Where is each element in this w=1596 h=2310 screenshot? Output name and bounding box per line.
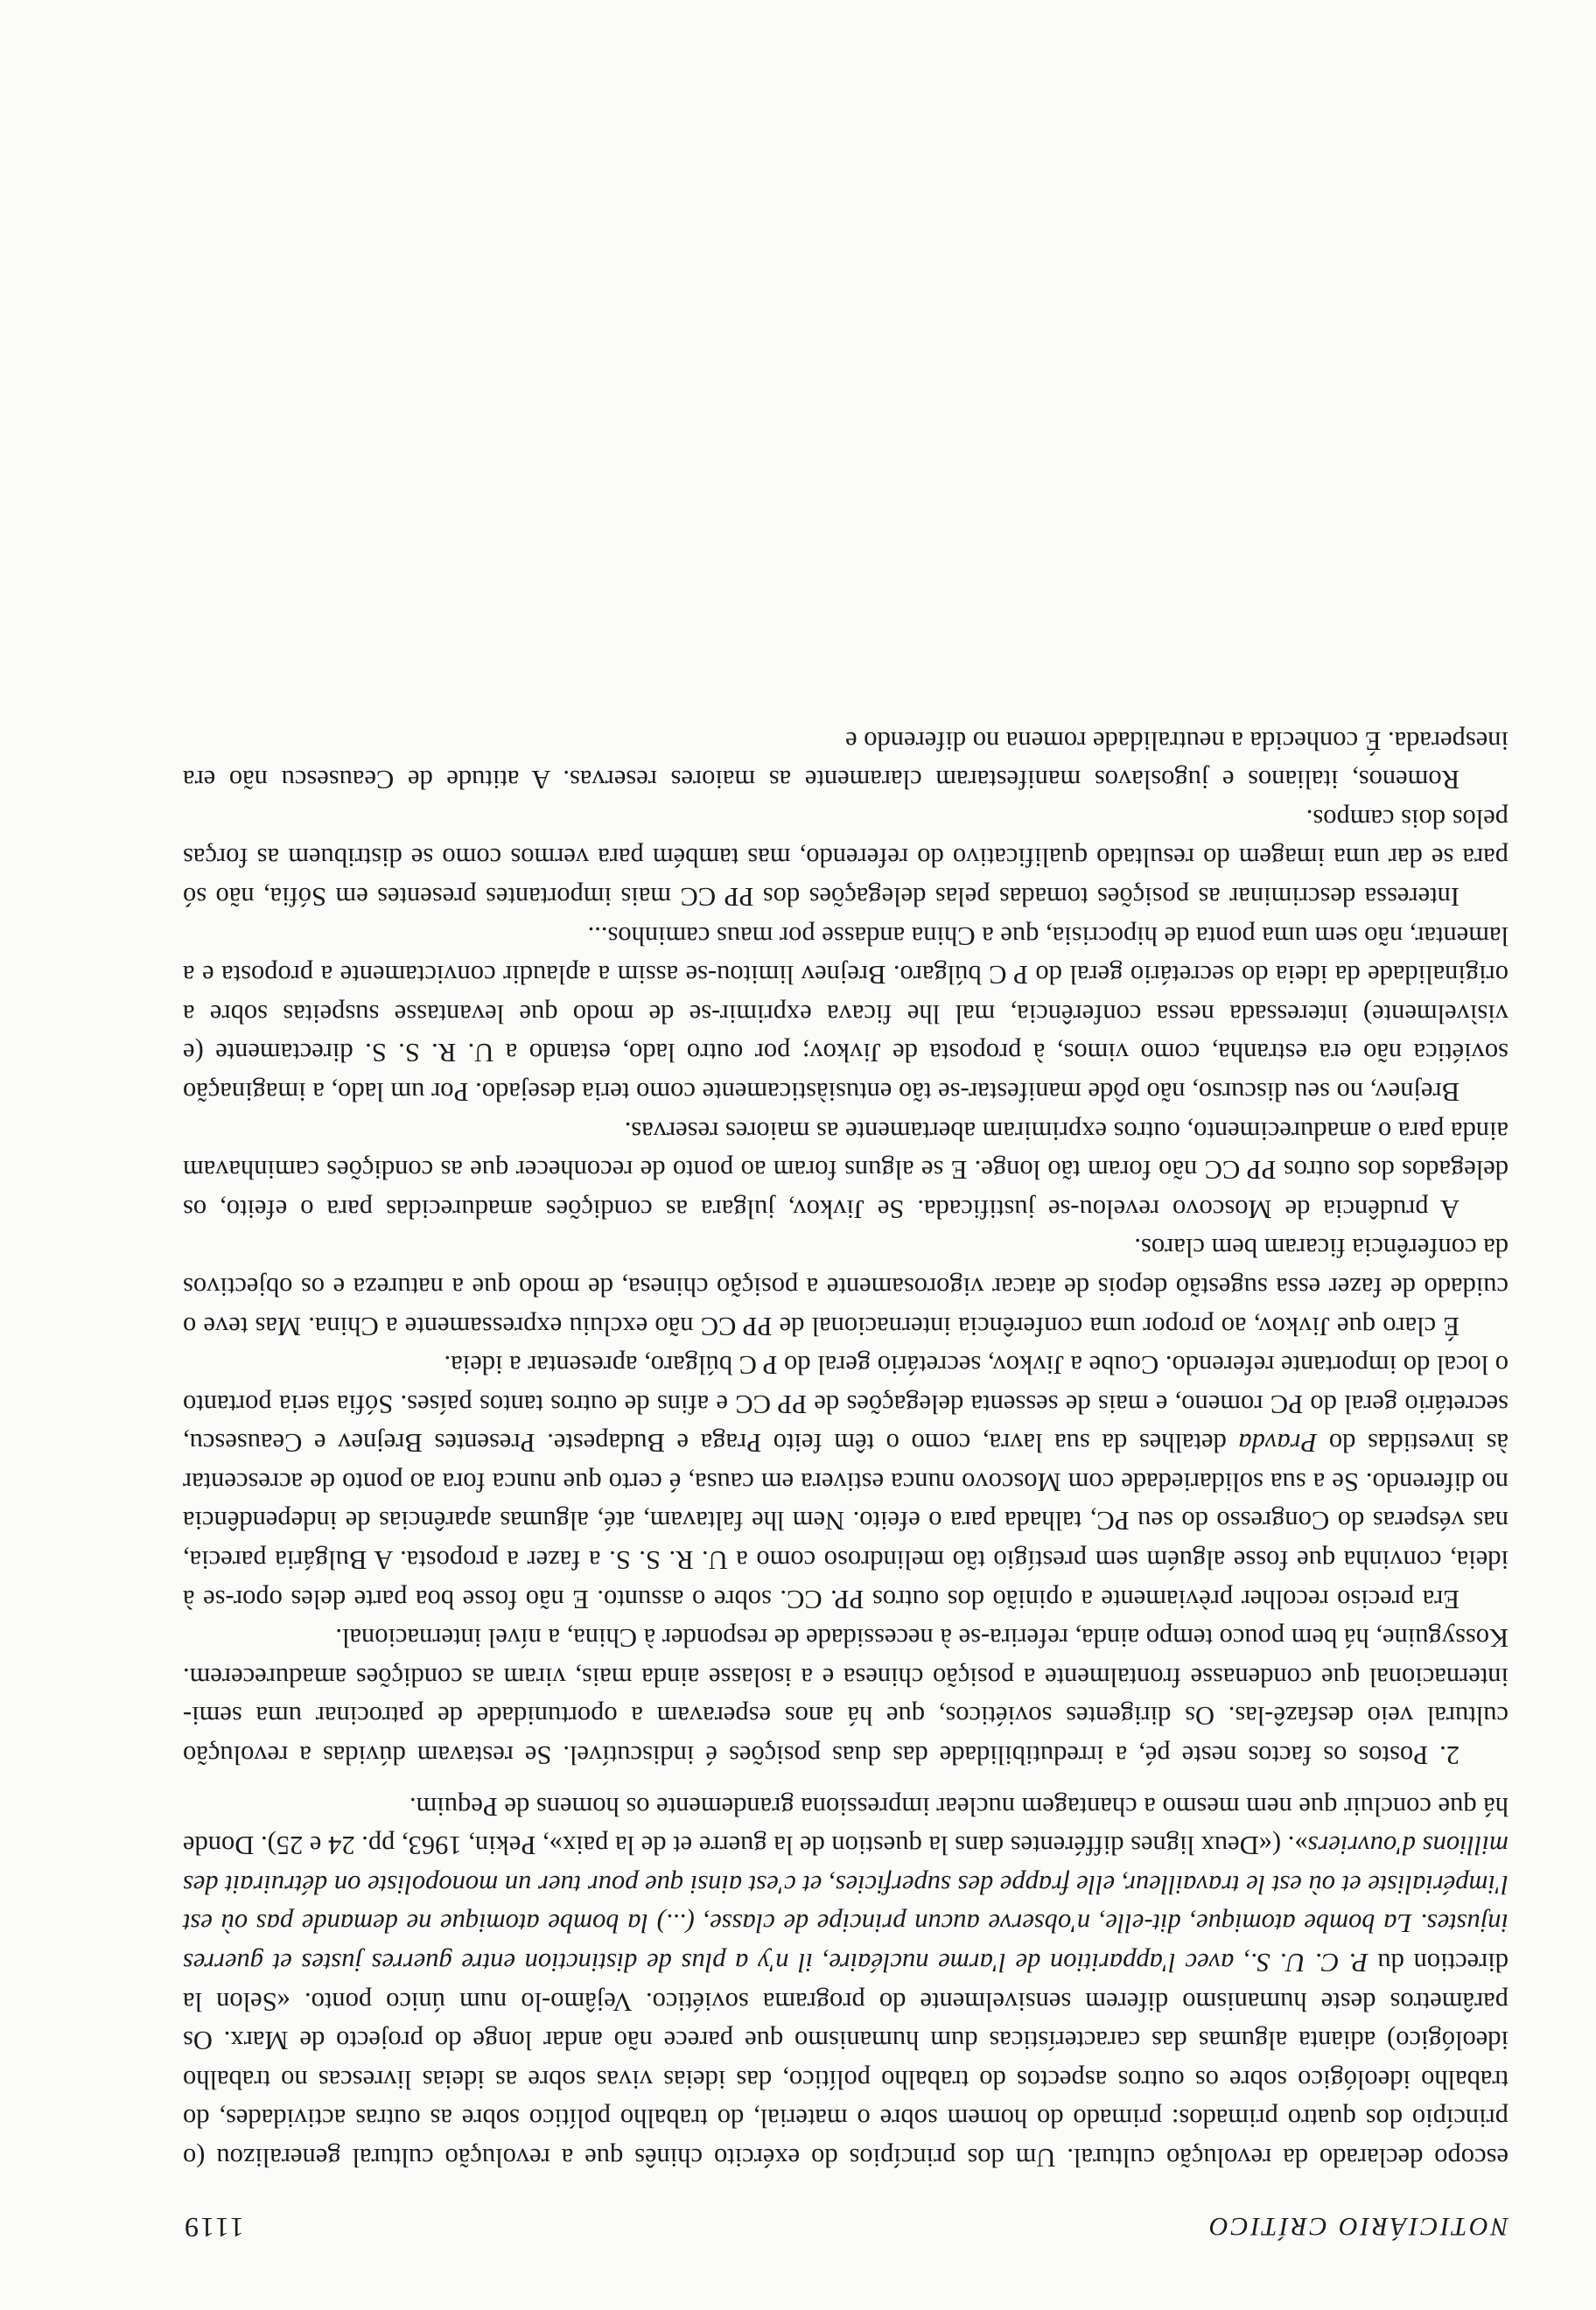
text-span: Brejnev, no seu discurso, não pôde manifestar-se tão entusiàsticamente como teria desejado. Por um lado, a imaginação soviética não era estranha, como vimos, à proposta de Jivkov; por outro lado, estando a U. R. S. S. directamente (e visìvelmente) interessada nessa conferência, mal lhe ficava exprimir-se de modo que levantasse suspeitas sobre a originalidade da ideia do secretário geral do P C búlgaro. Brejnev limitou-se assim a aplaudir convictamente a proposta e a lamentar, não sem uma ponta de hipocrisia, que a China andasse por maus caminhos... bbox=[183, 920, 1508, 1107]
paragraph-3 bbox=[183, 1346, 1508, 1619]
page-header bbox=[183, 2200, 1508, 2244]
paragraph-6 bbox=[183, 916, 1508, 1111]
body-text bbox=[183, 721, 1508, 2177]
text-span: Era preciso recolher prèviamente a opinião dos outros PP. CC. sobre o assunto. E não fosse boa parte deles opor-se à ideia, convinha que fosse alguém sem prestígio tão melindroso como a U. R. S. S. a fazer a proposta. A Bulgária parecia, nas vésperas do Congresso do seu PC, talhada para o efeito. Nem lhe faltavam, até, algumas aparências de independência no diferendo. Se a sua solidariedade com Moscovo nunca estivera em causa, é certo que nunca fora ao ponto de acrescentar às investidas do bbox=[183, 1428, 1508, 1614]
paragraph-1 bbox=[183, 1787, 1508, 2177]
paragraph-7 bbox=[183, 799, 1508, 916]
text-span: 2. Postos os factos neste pé, a irredutibilidade das duas posições é indiscutível. Se restavam dúvidas a revolução cultural veio desfazê-las. Os dirigentes soviéticos, que há anos esperavam a oportunidade de patrocinar uma semi-internacional que condenasse frontalmente a posição chinesa e a isolasse ainda mais, viram as condições amadurecerem. Kossyguine, há bem pouco tempo ainda, referira-se à necessidade de responder à China, a nível internacional. bbox=[183, 1623, 1508, 1771]
text-span: escopo declarado da revolução cultural. Um dos princípios do exército chinês que a revolução cultural generalizou (o princípio dos quatro primados: primado do homem sobre o material, do trabalho político sobre as outras actividades, do trabalho ideológico sobre os outros aspectos do trabalho político, das ideias vivas sobre as ideias livrescas no trabalho ideológico) adianta algumas das características dum humanismo que parece não andar longe do projecto de Marx. Os parâmetros deste humanismo diferem sensivelmente do programa soviético. Vejâmo-lo num único ponto. «Selon la direction du bbox=[183, 1948, 1508, 2173]
text-span: A prudência de Moscovo revelou-se justificada. Se Jivkov, julgara as condições amadurecidas para o efeito, os delegados dos outros PP CC não foram tão longe. E se alguns foram ao ponto de reconhecer que as condições caminhavam ainda para o amadurecimento, outros exprimiram abertamente as maiores reservas. bbox=[183, 1116, 1508, 1224]
french-quotation: P. C. U. S., avec l'apparition de l'arme nucléaire, il n'y a plus de distinction entre guerres justes et guerres injustes. La bombe atomique, dit-elle, n'observe aucun principe de classe, (...) la bombe atomique ne demande pas où est l'impérialiste et où est le travailleur, elle frappe des superficies, et c'est ainsi que pour tuer un monopoliste on détruirait des millions d'ouvriers bbox=[182, 1830, 1508, 1978]
text-span: É claro que Jivkov, ao propor uma conferência internacional de PP CC não excluiu expressamente a China. Mas teve o cuidado de fazer essa sugestão depois de atacar vigorosamente a posição chinesa, de modo que a natureza e os objectivos da conferência ficaram bem claros. bbox=[183, 1233, 1508, 1341]
paragraph-5 bbox=[183, 1111, 1508, 1228]
running-title: NOTICIÁRIO CRÍTICO bbox=[1207, 2212, 1508, 2241]
newspaper-title: Pravda bbox=[1238, 1428, 1318, 1459]
paragraph-2 bbox=[183, 1619, 1508, 1774]
text-span: detalhes da sua lavra, como o têm feito Praga e Budapeste. Presentes Brejnev e Ceausescu, secretário geral do PC romeno, e mais de sessenta delegações de PP CC e afins de outros tantos países. Sófia seria portanto o local do importante referendo. Coube a Jivkov, secretário geral do P C búlgaro, apresentar a ideia. bbox=[183, 1350, 1508, 1459]
text-span: Interessa descriminar as posições tomadas pelas delegações dos PP CC mais importantes presentes em Sófia, não só para se dar uma imagem do resultado qualificativo do referendo, mas também para vermos como se distribuem as forças pelos dois campos. bbox=[183, 803, 1508, 912]
page-number: 1119 bbox=[183, 2212, 244, 2244]
paragraph-8 bbox=[183, 721, 1508, 799]
text-span: Romenos, italianos e jugoslavos manifestaram claramente as maiores reservas. A atitude de Ceausescu não era inesperada. É conhecida a neutralidade romena no diferendo e bbox=[183, 725, 1508, 795]
paragraph-4 bbox=[183, 1228, 1508, 1346]
text-span: ». («Deux lignes différentes dans la question de la guerre et de la paix», Pekin, 1963, pp. 24 e 25). Donde há que concluir que nem mesmo a chantagem nuclear impressiona grandemente os homens de Pequim. bbox=[183, 1791, 1508, 1861]
